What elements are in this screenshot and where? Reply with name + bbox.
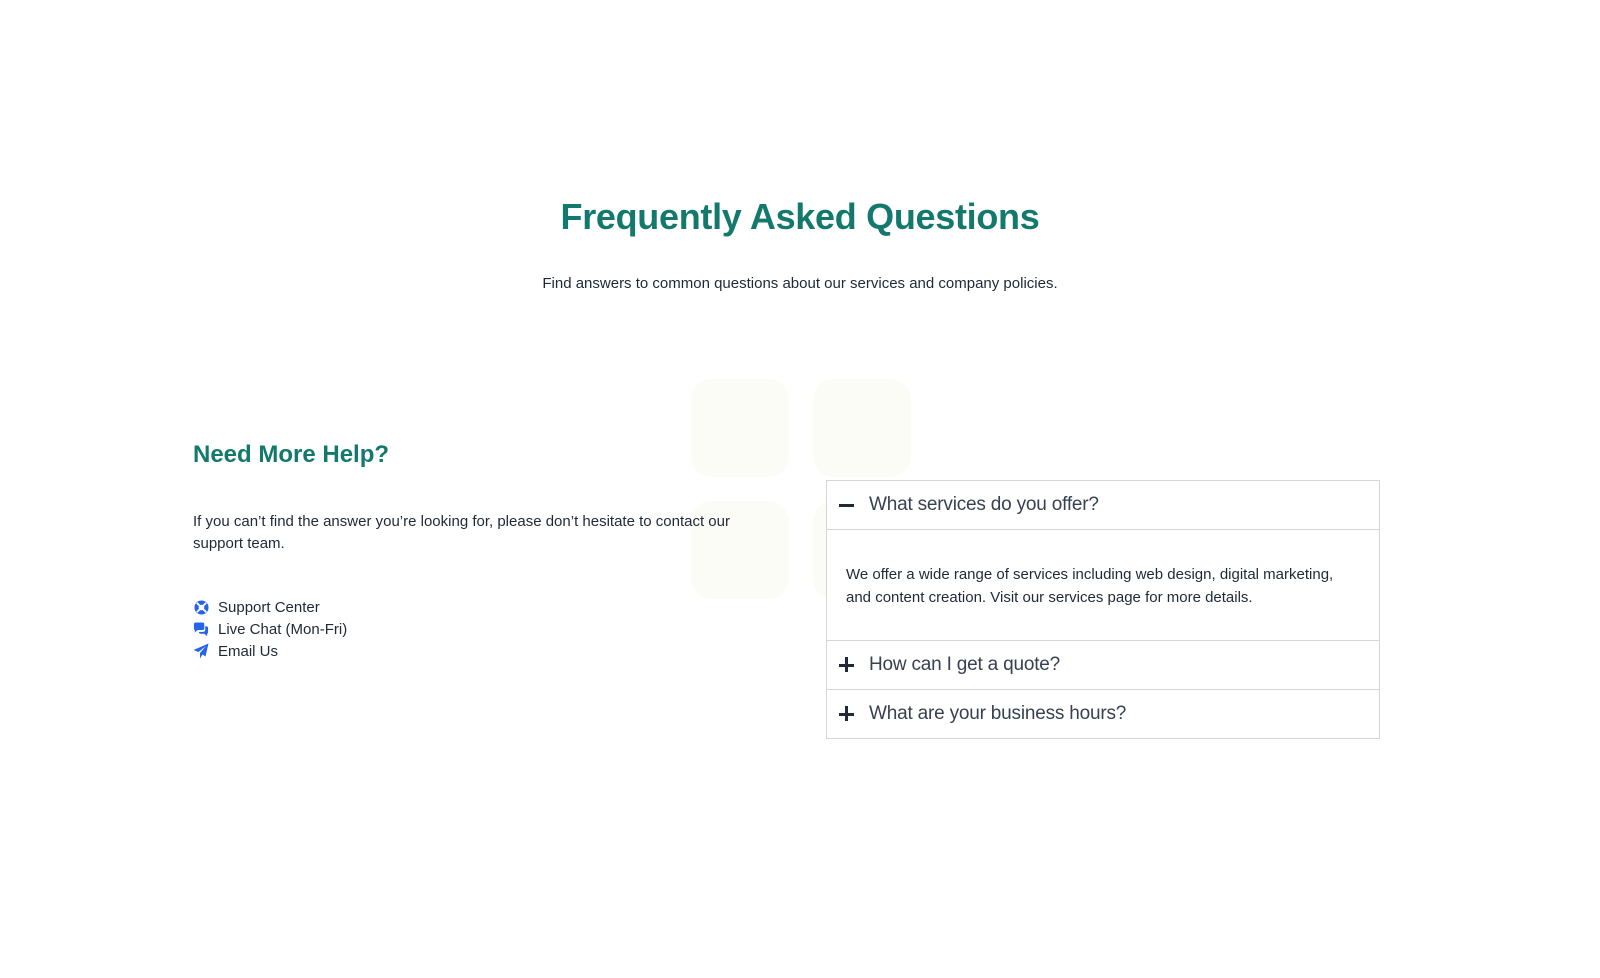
contact-list <box>193 596 347 662</box>
live-chat-label: Live Chat (Mon-Fri) <box>218 620 348 638</box>
paper-plane-icon <box>193 643 209 659</box>
faq-question-text: What services do you offer? <box>869 494 1099 515</box>
email-us-link[interactable] <box>193 640 347 662</box>
decorative-tile <box>691 379 789 477</box>
plus-icon <box>839 706 855 722</box>
faq-question-text: What are your business hours? <box>869 703 1127 724</box>
faq-accordion <box>826 480 1380 739</box>
faq-answer: We offer a wide range of services including web design, digital marketing, and content creation. Visit our services page for more details. <box>827 529 1379 640</box>
faq-item <box>827 689 1379 738</box>
lifebuoy-icon <box>193 599 209 615</box>
page-subtitle: Find answers to common questions about our services and company policies. <box>542 275 1058 292</box>
chat-icon <box>193 621 209 637</box>
faq-question-toggle[interactable] <box>827 641 1379 689</box>
email-us-label: Email Us <box>218 642 279 660</box>
help-text: If you can’t find the answer you’re looking for, please don’t hesitate to contact our support team. <box>193 513 730 552</box>
faq-item <box>827 481 1379 640</box>
support-center-label: Support Center <box>218 598 320 616</box>
help-title: Need More Help? <box>193 441 390 468</box>
page-title: Frequently Asked Questions <box>560 196 1040 237</box>
faq-item <box>827 640 1379 689</box>
plus-icon <box>839 657 855 673</box>
support-center-link[interactable] <box>193 596 347 618</box>
faq-question-toggle[interactable] <box>827 690 1379 738</box>
decorative-tile <box>813 379 911 477</box>
live-chat-link[interactable] <box>193 618 347 640</box>
faq-question-text: How can I get a quote? <box>869 654 1061 675</box>
faq-question-toggle[interactable] <box>827 481 1379 529</box>
minus-icon <box>839 497 855 513</box>
